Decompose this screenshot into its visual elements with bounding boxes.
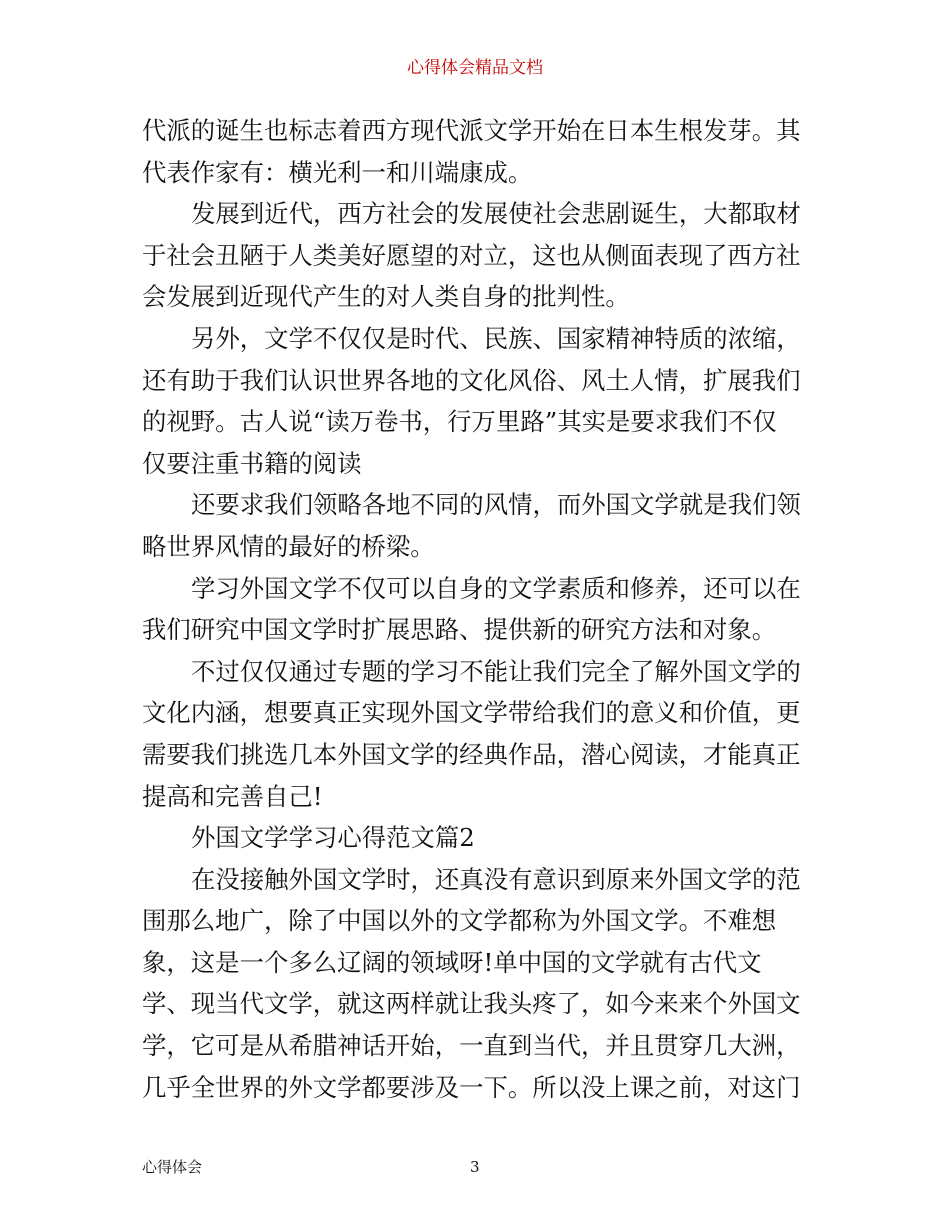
text-line: 于社会丑陋于人类美好愿望的对立，这也从侧面表现了西方社 bbox=[142, 240, 801, 270]
text-line: 学，它可是从希腊神话开始，一直到当代，并且贯穿几大洲， bbox=[142, 1031, 801, 1061]
text-line: 另外，文学不仅仅是时代、民族、国家精神特质的浓缩， bbox=[191, 323, 801, 353]
footer-label: 心得体会 bbox=[142, 1158, 203, 1176]
text-line: 我们研究中国文学时扩展思路、提供新的研究方法和对象。 bbox=[142, 615, 777, 645]
document-body bbox=[142, 110, 812, 1108]
text-line: 发展到近代，西方社会的发展使社会悲剧诞生，大都取材 bbox=[191, 199, 801, 229]
text-line: 的视野。古人说“读万卷书，行万里路”其实是要求我们不仅 bbox=[142, 407, 777, 437]
text-line: 几乎全世界的外文学都要涉及一下。所以没上课之前，对这门 bbox=[142, 1072, 801, 1102]
text-line: 会发展到近现代产生的对人类自身的批判性。 bbox=[142, 282, 630, 312]
text-line: 还有助于我们认识世界各地的文化风俗、风土人情，扩展我们 bbox=[142, 365, 801, 395]
text-line: 象，这是一个多么辽阔的领域呀!单中国的文学就有古代文 bbox=[142, 947, 762, 977]
text-line: 仅要注重书籍的阅读 bbox=[142, 448, 362, 478]
text-line: 学、现当代文学，就这两样就让我头疼了，如今来来个外国文 bbox=[142, 989, 801, 1019]
text-line: 提高和完善自己! bbox=[142, 781, 323, 811]
text-line: 需要我们挑选几本外国文学的经典作品，潜心阅读，才能真正 bbox=[142, 739, 801, 769]
text-line: 略世界风情的最好的桥梁。 bbox=[142, 531, 435, 561]
page-header-title: 心得体会精品文档 bbox=[407, 58, 543, 78]
text-line: 围那么地广，除了中国以外的文学都称为外国文学。不难想 bbox=[142, 906, 777, 936]
section-heading: 外国文学学习心得范文篇2 bbox=[191, 823, 475, 853]
text-line: 代派的诞生也标志着西方现代派文学开始在日本生根发芽。其 bbox=[142, 116, 801, 145]
text-line: 不过仅仅通过专题的学习不能让我们完全了解外国文学的 bbox=[191, 656, 801, 686]
text-line: 文化内涵，想要真正实现外国文学带给我们的意义和价值，更 bbox=[142, 698, 801, 728]
text-line: 还要求我们领略各地不同的风情，而外国文学就是我们领 bbox=[191, 490, 801, 520]
page-number: 3 bbox=[470, 1158, 480, 1176]
text-line: 代表作家有：横光利一和川端康成。 bbox=[142, 157, 533, 187]
text-line: 在没接触外国文学时，还真没有意识到原来外国文学的范 bbox=[191, 864, 801, 894]
text-line: 学习外国文学不仅可以自身的文学素质和修养，还可以在 bbox=[191, 573, 801, 603]
